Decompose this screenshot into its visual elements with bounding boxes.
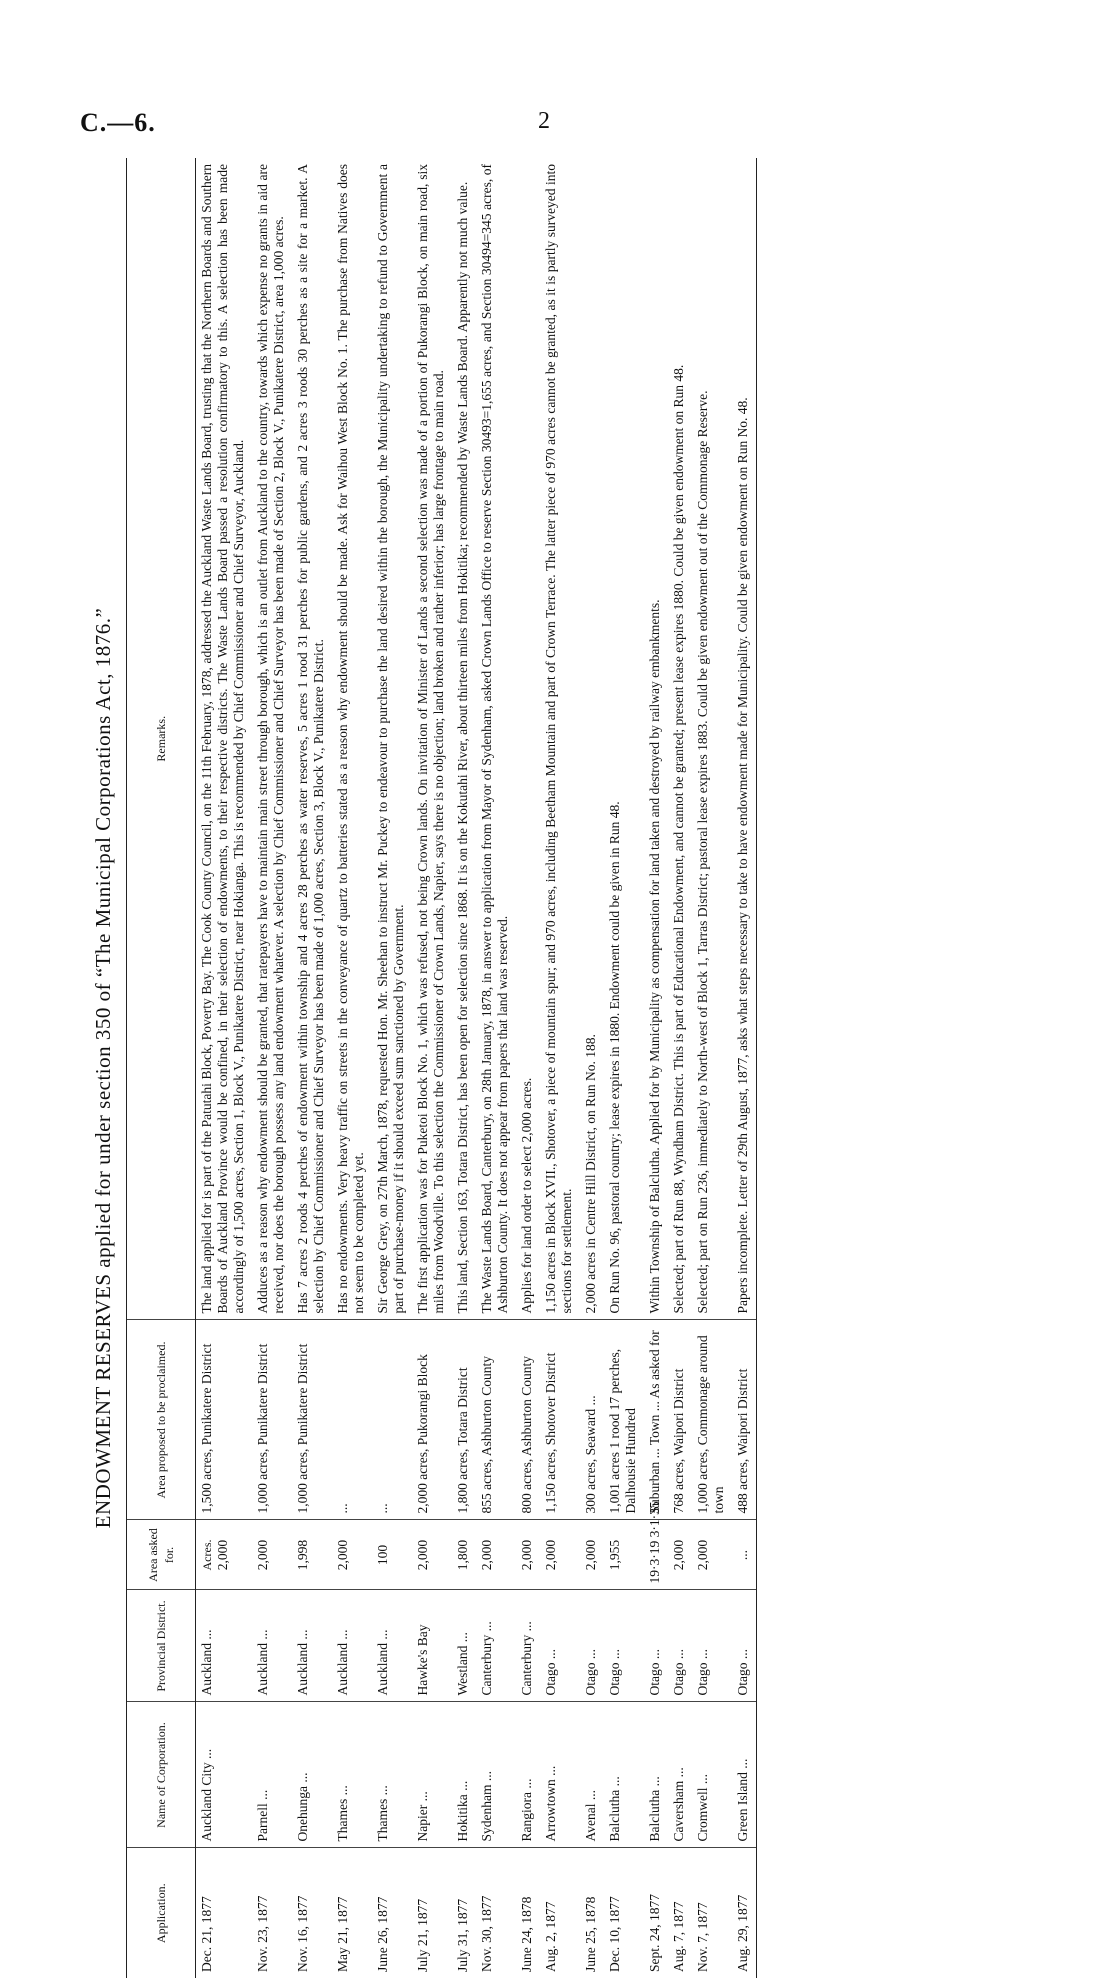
cell-corporation xyxy=(196,1702,253,1848)
cell-application xyxy=(476,1848,516,1978)
cell-area-asked xyxy=(580,1520,604,1590)
cell-remarks xyxy=(452,158,476,1320)
cell-area-asked-text: 2,000 xyxy=(415,1539,430,1571)
cell-district-text: Otago ... xyxy=(647,1649,662,1696)
cell-corporation-text: Sydenham ... xyxy=(479,1771,494,1842)
cell-remarks-text: Papers incomplete. Letter of 29th August, 1877, asks what steps necessary to take to have endowment made for Municipality. Could be given endowment on Run No. 48. xyxy=(735,397,750,1314)
table-row xyxy=(252,158,292,1978)
cell-remarks-text: Has 7 acres 2 roods 4 perches of endowment within township and 4 acres 28 perches as water reserves, 5 acres 1 rood 31 perches for public gardens, and 2 acres 3 roods 30 perches as a site for a market. A selection by Chief Commissioner and Chief Surveyor has been made of 1,000 acres, Section 3, Block V., Punikatere District. xyxy=(295,164,326,1314)
column-header-application: Application. xyxy=(127,1848,196,1978)
cell-area-proposed-text: 488 acres, Waipori District xyxy=(735,1368,750,1514)
table-row xyxy=(412,158,452,1978)
area-units-label: Acres. xyxy=(200,1539,214,1571)
cell-application-text: Dec. 21, 1877 xyxy=(199,1896,214,1972)
cell-area-asked-text: ... xyxy=(735,1549,750,1561)
cell-area-proposed-text: ... xyxy=(375,1503,390,1514)
cell-area-proposed xyxy=(604,1320,644,1520)
cell-area-proposed xyxy=(372,1320,412,1520)
cell-district xyxy=(412,1590,452,1702)
cell-remarks xyxy=(644,158,668,1320)
cell-area-asked-text: 2,000 xyxy=(479,1539,494,1571)
cell-area-proposed-text: 800 acres, Ashburton County xyxy=(519,1356,534,1514)
cell-district-text: Otago ... xyxy=(543,1649,558,1696)
cell-district-text: Canterbury ... xyxy=(519,1621,534,1696)
cell-district xyxy=(476,1590,516,1702)
table-row xyxy=(516,158,540,1978)
table-row xyxy=(372,158,412,1978)
cell-area-asked-text: 2,000 xyxy=(255,1539,270,1571)
cell-remarks xyxy=(332,158,372,1320)
cell-area-proposed-text: 300 acres, Seaward ... xyxy=(583,1395,598,1514)
cell-remarks-text: Selected; part on Run 236, immediately to North-west of Block 1, Tarras District; pastoral lease expires 1883. Could be given endowment out of the Commonage Reserve. xyxy=(695,390,710,1314)
cell-area-asked-text: 100 xyxy=(375,1544,390,1566)
cell-area-proposed-text: 1,150 acres, Shotover District xyxy=(543,1352,558,1514)
cell-area-asked xyxy=(516,1520,540,1590)
cell-area-asked-text: 2,000 xyxy=(543,1539,558,1571)
cell-district-text: Westland ... xyxy=(455,1632,470,1696)
cell-remarks-text: The land applied for is part of the Patutahi Block, Poverty Bay. The Cook County Council, on the 11th February, 1878, addressed the Auckland Waste Lands Board, trusting that the Northern Boards and Southern Boards of Auckland Province would be confined, in their selection of endowments, to their respective districts. The Waste Lands Board passed a resolution confirmatory to this. A selection has been made accordingly of 1,500 acres, Section 1, Block V., Punikatere District, near Hokianga. This is recommended by Chief Commissioner and Chief Surveyor, Auckland. xyxy=(199,164,246,1314)
document-code: C.—6. xyxy=(80,108,156,137)
cell-application-text: Aug. 2, 1877 xyxy=(543,1901,558,1972)
cell-district xyxy=(292,1590,332,1702)
cell-area-proposed-text: 1,800 acres, Totara District xyxy=(455,1367,470,1514)
cell-area-proposed xyxy=(252,1320,292,1520)
cell-application-text: June 24, 1878 xyxy=(519,1896,534,1972)
cell-area-proposed xyxy=(292,1320,332,1520)
cell-corporation-text: Caversham ... xyxy=(671,1767,686,1842)
cell-application xyxy=(452,1848,476,1978)
cell-area-asked-text: 1,800 xyxy=(455,1539,470,1571)
cell-corporation-text: Onehunga ... xyxy=(295,1772,310,1842)
cell-district xyxy=(604,1590,644,1702)
cell-area-proposed-text: 1,500 acres, Punikatere District xyxy=(199,1343,214,1514)
cell-area-asked xyxy=(644,1501,668,1590)
cell-district-text: Otago ... xyxy=(671,1649,686,1696)
cell-area-proposed xyxy=(580,1320,604,1520)
cell-area-asked-text: 2,000 xyxy=(335,1539,350,1571)
table-row xyxy=(668,158,692,1978)
cell-area-asked xyxy=(252,1520,292,1590)
cell-area-asked xyxy=(332,1520,372,1590)
cell-application-text: Sept. 24, 1877 xyxy=(647,1893,662,1972)
table-row xyxy=(644,158,668,1978)
cell-district xyxy=(252,1590,292,1702)
cell-district-text: Auckland ... xyxy=(295,1629,310,1696)
cell-application xyxy=(412,1848,452,1978)
cell-remarks-text: Applies for land order to select 2,000 acres. xyxy=(519,1077,534,1314)
cell-area-asked xyxy=(292,1520,332,1590)
cell-remarks xyxy=(292,158,332,1320)
cell-remarks-text: Selected; part of Run 88, Wyndham District. This is part of Educational Endowment, and cannot be granted; present lease expires 1880. Could be given endowment on Run 48. xyxy=(671,364,686,1314)
cell-area-asked xyxy=(692,1520,732,1590)
cell-district xyxy=(452,1590,476,1702)
cell-remarks xyxy=(732,158,757,1320)
cell-area-proposed-text: Suburban ... Town ... As asked for xyxy=(647,1330,662,1514)
cell-application xyxy=(332,1848,372,1978)
cell-district xyxy=(692,1590,732,1702)
cell-area-asked xyxy=(732,1520,757,1590)
cell-corporation xyxy=(412,1702,452,1848)
cell-remarks xyxy=(516,158,540,1320)
cell-area-proposed xyxy=(644,1320,668,1520)
cell-corporation xyxy=(540,1702,580,1848)
table-row xyxy=(476,158,516,1978)
cell-area-proposed-text: ... xyxy=(335,1503,350,1514)
cell-application-text: June 25, 1878 xyxy=(583,1896,598,1972)
cell-application xyxy=(372,1848,412,1978)
cell-application xyxy=(644,1848,668,1978)
cell-district-text: Auckland ... xyxy=(335,1629,350,1696)
cell-corporation-text: Balclutha ... xyxy=(607,1776,622,1842)
table-row xyxy=(732,158,757,1978)
endowment-table xyxy=(126,158,757,1978)
cell-corporation-text: Avenal ... xyxy=(583,1790,598,1842)
cell-application xyxy=(516,1848,540,1978)
cell-area-proposed xyxy=(516,1320,540,1520)
cell-remarks xyxy=(252,158,292,1320)
cell-application-text: Aug. 29, 1877 xyxy=(735,1894,750,1972)
table-row xyxy=(604,158,644,1978)
cell-application-text: Aug. 7, 1877 xyxy=(671,1901,686,1972)
cell-application xyxy=(668,1848,692,1978)
cell-area-proposed xyxy=(540,1320,580,1520)
cell-remarks-text: The Waste Lands Board, Canterbury, on 28th January, 1878, in answer to application from Mayor of Sydenham, asked Crown Lands Office to reserve Section 30493=1,655 acres, and Section 30494=345 acres, of Ashburton County. It does not appear from papers that land was reserved. xyxy=(479,164,510,1314)
cell-corporation xyxy=(332,1702,372,1848)
cell-area-asked xyxy=(372,1520,412,1590)
cell-corporation-text: Balclutha ... xyxy=(647,1776,662,1842)
cell-remarks-text: Sir George Grey, on 27th March, 1878, requested Hon. Mr. Sheehan to instruct Mr. Puckey to endeavour to purchase the land desired within the borough, the Municipality undertaking to refund to Government a part of purchase-money if it should exceed sum sanctioned by Government. xyxy=(375,164,406,1314)
cell-corporation xyxy=(252,1702,292,1848)
cell-remarks xyxy=(692,158,732,1320)
cell-area-proposed xyxy=(668,1320,692,1520)
cell-application xyxy=(604,1848,644,1978)
cell-application xyxy=(580,1848,604,1978)
cell-application-text: Nov. 30, 1877 xyxy=(479,1895,494,1972)
cell-remarks xyxy=(476,158,516,1320)
cell-area-proposed-text: 855 acres, Ashburton County xyxy=(479,1356,494,1514)
cell-application xyxy=(692,1848,732,1978)
cell-remarks xyxy=(540,158,580,1320)
cell-area-asked-text: 2,000 xyxy=(695,1539,710,1571)
cell-area-asked xyxy=(476,1520,516,1590)
cell-application xyxy=(732,1848,757,1978)
cell-district xyxy=(332,1590,372,1702)
cell-remarks xyxy=(412,158,452,1320)
table-title: ENDOWMENT RESERVES applied for under section 350 of “The Municipal Corporations Act, 1876.” xyxy=(91,607,115,1529)
cell-corporation-text: Thames ... xyxy=(375,1785,390,1842)
cell-corporation xyxy=(692,1702,732,1848)
cell-district-text: Otago ... xyxy=(607,1649,622,1696)
cell-application xyxy=(292,1848,332,1978)
cell-corporation xyxy=(516,1702,540,1848)
cell-district xyxy=(580,1590,604,1702)
cell-area-asked xyxy=(668,1520,692,1590)
cell-remarks-text: Has no endowments. Very heavy traffic on streets in the conveyance of quartz to batteries stated as a reason why endowment should be made. Ask for Waihou West Block No. 1. The purchase from Natives does not seem to be completed yet. xyxy=(335,164,366,1314)
cell-area-proposed xyxy=(692,1320,732,1520)
column-header-corporation: Name of Corporation. xyxy=(127,1702,196,1848)
cell-area-asked-text: 2,000 xyxy=(583,1539,598,1571)
cell-area-proposed-text: 2,000 acres, Pukorangi Block xyxy=(415,1354,430,1514)
cell-district xyxy=(644,1590,668,1702)
cell-application-text: Nov. 23, 1877 xyxy=(255,1895,270,1972)
table-row xyxy=(452,158,476,1978)
cell-application-text: June 26, 1877 xyxy=(375,1896,390,1972)
cell-district-text: Canterbury ... xyxy=(479,1621,494,1696)
cell-corporation-text: Parnell ... xyxy=(255,1789,270,1842)
cell-application xyxy=(196,1848,253,1978)
cell-area-asked-text: 2,000 xyxy=(671,1539,686,1571)
cell-corporation-text: Auckland City ... xyxy=(199,1748,214,1842)
cell-area-proposed-text: 1,000 acres, Punikatere District xyxy=(295,1343,310,1514)
cell-area-asked xyxy=(452,1520,476,1590)
cell-area-proposed xyxy=(196,1320,253,1520)
table-row xyxy=(332,158,372,1978)
cell-area-proposed xyxy=(476,1320,516,1520)
cell-area-proposed xyxy=(732,1320,757,1520)
cell-district-text: Hawke's Bay xyxy=(415,1624,430,1696)
cell-application-text: Nov. 7, 1877 xyxy=(695,1902,710,1972)
cell-area-proposed-text: 1,001 acres 1 rood 17 perches, Dalhousie Hundred xyxy=(607,1348,638,1514)
cell-area-asked xyxy=(412,1520,452,1590)
cell-remarks-text: 2,000 acres in Centre Hill District, on Run No. 188. xyxy=(583,1034,598,1314)
cell-area-asked xyxy=(604,1520,644,1590)
cell-area-proposed-text: 1,000 acres, Commonage around town xyxy=(695,1335,726,1514)
cell-application-text: May 21, 1877 xyxy=(335,1896,350,1972)
cell-area-proposed xyxy=(412,1320,452,1520)
cell-application-text: Nov. 16, 1877 xyxy=(295,1895,310,1972)
table-row xyxy=(292,158,332,1978)
cell-corporation xyxy=(452,1702,476,1848)
cell-district-text: Auckland ... xyxy=(375,1629,390,1696)
table-row xyxy=(540,158,580,1978)
cell-area-asked-text: 2,000 xyxy=(519,1539,534,1571)
cell-corporation xyxy=(604,1702,644,1848)
cell-corporation xyxy=(668,1702,692,1848)
cell-remarks-text: This land, Section 163, Totara District, has been open for selection since 1868. It is on the Kokutahi River, about thirteen miles from Hokitika; recommended by Waste Lands Board. Apparently not much value. xyxy=(455,181,470,1314)
cell-corporation xyxy=(476,1702,516,1848)
cell-area-asked-text: 19·3·19 3·1·35 xyxy=(647,1501,662,1584)
cell-application-text: July 21, 1877 xyxy=(415,1898,430,1972)
cell-corporation xyxy=(292,1702,332,1848)
cell-district xyxy=(372,1590,412,1702)
cell-corporation-text: Rangiora ... xyxy=(519,1778,534,1842)
table-row xyxy=(692,158,732,1978)
cell-corporation-text: Arrowtown ... xyxy=(543,1765,558,1842)
cell-corporation-text: Green Island ... xyxy=(735,1758,750,1842)
cell-corporation xyxy=(372,1702,412,1848)
cell-remarks xyxy=(196,158,253,1320)
page-number: 2 xyxy=(538,108,550,134)
cell-remarks-text: Within Township of Balclutha. Applied for by Municipality as compensation for land taken and destroyed by railway embankments. xyxy=(647,599,662,1314)
cell-area-asked xyxy=(540,1520,580,1590)
cell-district xyxy=(196,1590,253,1702)
cell-area-asked xyxy=(196,1520,253,1590)
cell-corporation xyxy=(732,1702,757,1848)
cell-area-proposed xyxy=(452,1320,476,1520)
cell-area-asked-text: 1,998 xyxy=(295,1539,310,1571)
cell-corporation xyxy=(580,1702,604,1848)
cell-district xyxy=(668,1590,692,1702)
cell-corporation-text: Napier ... xyxy=(415,1791,430,1842)
cell-remarks-text: 1,150 acres in Block XVII., Shotover, a piece of mountain spur; and 970 acres, including Beetham Mountain and part of Crown Terrace. The latter piece of 970 acres cannot be granted, as it is partly surveyed into sections for settlement. xyxy=(543,164,574,1314)
table-row xyxy=(580,158,604,1978)
cell-remarks-text: The first application was for Puketoi Block No. 1, which was refused, not being Crown lands. On invitation of Minister of Lands a second selection was made of a portion of Pukorangi Block, on main road, six miles from Woodville. To this selection the Commissioner of Crown Lands, Napier, says there is no objection; land broken and rather inferior; has large frontage to main road. xyxy=(415,164,446,1314)
cell-area-asked-text: 2,000 xyxy=(215,1539,230,1571)
cell-corporation-text: Cromwell ... xyxy=(695,1774,710,1842)
cell-district-text: Otago ... xyxy=(695,1649,710,1696)
cell-area-asked-text: 1,955 xyxy=(607,1539,622,1571)
cell-corporation-text: Hokitika ... xyxy=(455,1780,470,1842)
cell-district-text: Otago ... xyxy=(583,1649,598,1696)
cell-area-proposed-text: 768 acres, Waipori District xyxy=(671,1368,686,1514)
cell-application xyxy=(540,1848,580,1978)
cell-corporation xyxy=(644,1702,668,1848)
cell-remarks xyxy=(668,158,692,1320)
table-header-row xyxy=(127,158,196,1978)
cell-area-proposed-text: 1,000 acres, Punikatere District xyxy=(255,1343,270,1514)
rotated-table-block xyxy=(80,158,990,1978)
cell-district xyxy=(540,1590,580,1702)
cell-district-text: Auckland ... xyxy=(255,1629,270,1696)
column-header-district: Provincial District. xyxy=(127,1590,196,1702)
cell-district-text: Auckland ... xyxy=(199,1629,214,1696)
column-header-area-asked: Area asked for. xyxy=(127,1520,196,1590)
cell-remarks-text: Adduces as a reason why endowment should be granted, that ratepayers have to maintain main street through borough, which is an outlet from Auckland to the country, towards which expense no grants in aid are received, nor does the borough possess any land endowment whatever. A selection by Chief Commissioner and Chief Surveyor has been made of Section 2, Block V., Punikatere District, area 1,000 acres. xyxy=(255,164,286,1314)
cell-district xyxy=(516,1590,540,1702)
cell-district-text: Otago ... xyxy=(735,1649,750,1696)
column-header-area-proposed: Area proposed to be proclaimed. xyxy=(127,1320,196,1520)
cell-remarks-text: On Run No. 96, pastoral country; lease expires in 1880. Endowment could be given in Run 48. xyxy=(607,801,622,1314)
cell-area-proposed xyxy=(332,1320,372,1520)
cell-remarks xyxy=(604,158,644,1320)
cell-application xyxy=(252,1848,292,1978)
cell-district xyxy=(732,1590,757,1702)
cell-remarks xyxy=(580,158,604,1320)
table-row xyxy=(196,158,253,1978)
cell-corporation-text: Thames ... xyxy=(335,1785,350,1842)
cell-remarks xyxy=(372,158,412,1320)
column-header-remarks: Remarks. xyxy=(127,158,196,1320)
cell-application-text: July 31, 1877 xyxy=(455,1898,470,1972)
cell-application-text: Dec. 10, 1877 xyxy=(607,1896,622,1972)
